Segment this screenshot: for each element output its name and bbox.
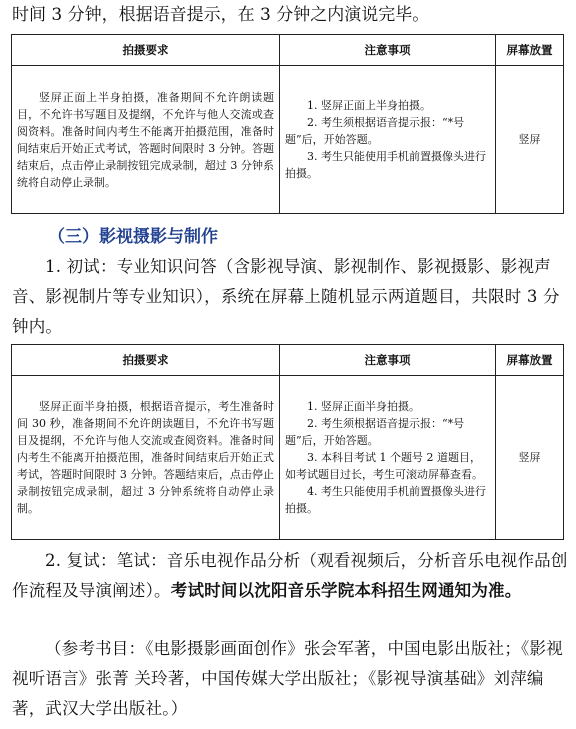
header-screen: 屏幕放置	[496, 35, 564, 66]
references-paragraph: （参考书目：《电影摄影画面创作》张会军著，中国电影出版社；《影视视听语言》张菁 关玲著，中国传媒大学出版社；《影视导演基础》刘萍编著，武汉大学出版社。）	[12, 639, 563, 718]
note-item: 2. 考生须根据语音提示报：“*号题”后，开始答题。	[285, 116, 465, 146]
requirements-cell: 竖屏正面上半身拍摄，准备期间不允许朗读题目，不允许书写题目及提纲，不允许与他人交流或查阅资料。准备时间内考生不能离开拍摄范围，准备时间结束后开始正式考试，答题时间限时 3 分钟。答题结束后，点击停止录制按钮完成录制，超过 3 分钟系统将自动停止录制。	[12, 66, 280, 214]
requirements-table-1	[11, 34, 564, 214]
reexam-notice: 考试时间以沈阳音乐学院本科招生网通知为准。	[170, 581, 522, 600]
header-requirements: 拍摄要求	[12, 35, 280, 66]
requirements-cell: 竖屏正面半身拍摄，根据语音提示，考生准备时间 30 秒，准备期间不允许朗读题目，不允许书写题目及提纲，不允许与他人交流或查阅资料。准备时间内考生不能离开拍摄范围，准备时间结束后开始正式考试，答题时间限时 3 分钟。答题结束后，点击停止录制按钮完成录制，超过 3 分钟系统将自动停止录制。	[12, 376, 280, 540]
screen-cell: 竖屏	[496, 66, 564, 214]
header-notes: 注意事项	[280, 35, 496, 66]
note-item: 3. 考生只能使用手机前置摄像头进行拍摄。	[285, 150, 486, 180]
reexam-text: 2. 复试：笔试：音乐电视作品分析（观看视频后，分析音乐电视作品创作流程及导演阐述）。	[12, 551, 568, 600]
intro-line: 时间 3 分钟，根据语音提示，在 3 分钟之内演说完毕。	[12, 5, 430, 25]
header-requirements: 拍摄要求	[12, 345, 280, 376]
header-screen: 屏幕放置	[496, 345, 564, 376]
note-item: 4. 考生只能使用手机前置摄像头进行拍摄。	[285, 485, 486, 515]
notes-cell	[280, 376, 496, 540]
initial-exam-paragraph: 1. 初试：专业知识问答（含影视导演、影视制作、影视摄影、影视声音、影视制片等专业知识），系统在屏幕上随机显示两道题目，共限时 3 分钟内。	[12, 257, 560, 336]
section-heading: （三）影视摄影与制作	[48, 227, 218, 247]
reexam-paragraph	[12, 546, 568, 606]
note-item: 3. 本科目考试 1 个题号 2 道题目，如考试题目过长，考生可滚动屏幕查看。	[285, 451, 483, 481]
notes-cell	[280, 66, 496, 214]
requirements-table-2	[11, 344, 564, 540]
note-item: 2. 考生须根据语音提示报：“*号题”后，开始答题。	[285, 417, 465, 447]
screen-cell: 竖屏	[496, 376, 564, 540]
header-notes: 注意事项	[280, 345, 496, 376]
note-item: 1. 竖屏正面上半身拍摄。	[307, 99, 431, 112]
note-item: 1. 竖屏正面半身拍摄。	[307, 400, 420, 413]
